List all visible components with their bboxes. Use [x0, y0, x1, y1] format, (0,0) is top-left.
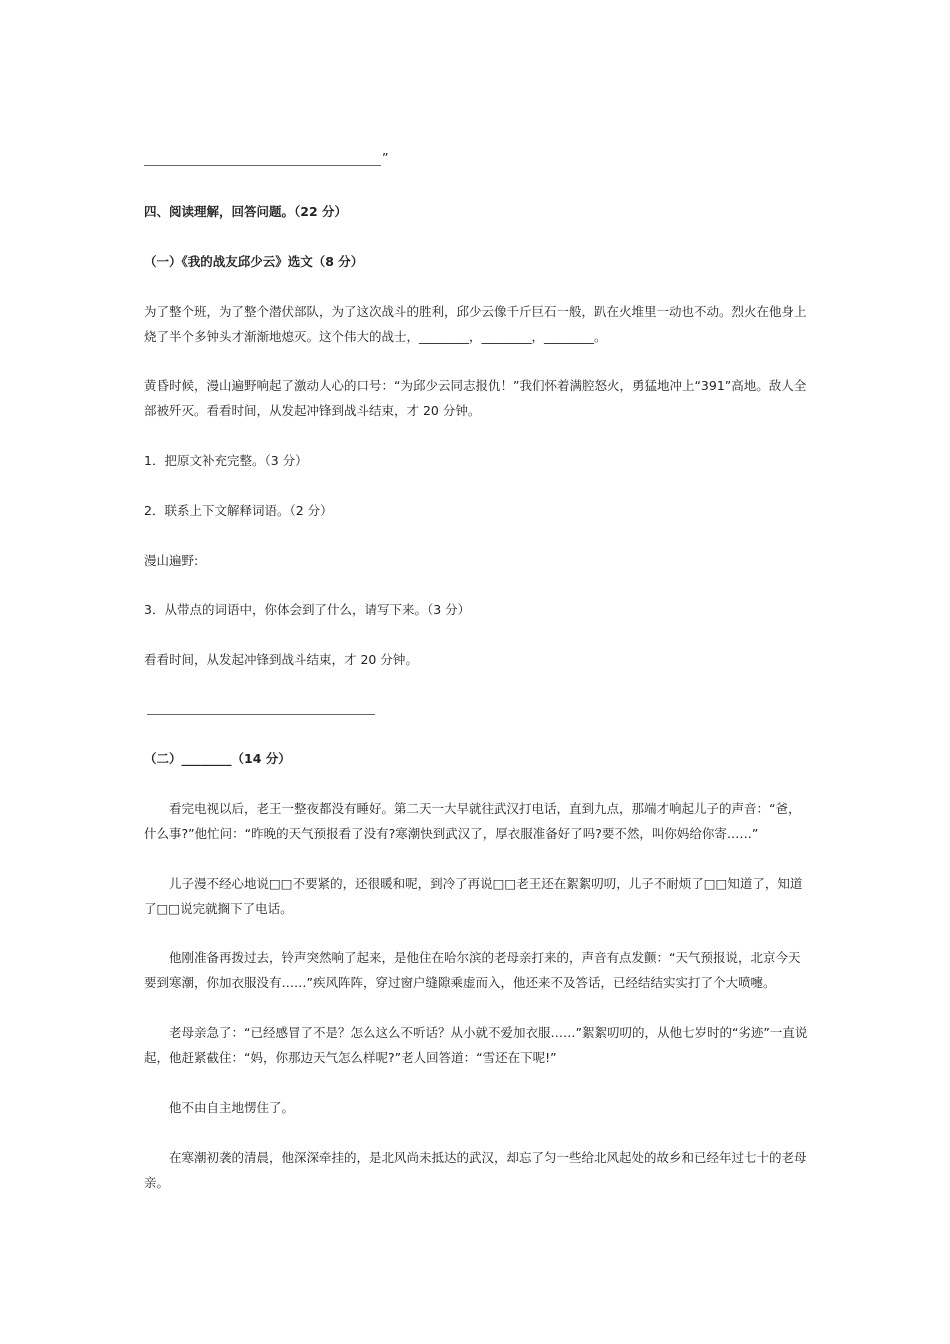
part-1-paragraph-1: 为了整个班，为了整个潜伏部队，为了这次战斗的胜利，邱少云像千斤巨石一般，趴在火堆里一动也不动。烈火在他身上烧了半个多钟头才渐渐地熄灭。这个伟大的战士，________，________，________。 — [144, 304, 807, 344]
part-1-title: （一）《我的战友邱少云》选文（8 分） — [144, 254, 364, 269]
closing-quote-mark: ” — [382, 150, 389, 165]
part-1-paragraph-2: 黄昏时候，漫山遍野响起了激动人心的口号：“为邱少云同志报仇！”我们怀着满腔怒火，勇猛地冲上“391”高地。敌人全部被歼灭。看看时间，从发起冲锋到战斗结束，才 20 分钟。 — [144, 378, 807, 418]
answer-line — [144, 165, 381, 166]
story-paragraph-1: 看完电视以后，老王一整夜都没有睡好。第二天一大早就往武汉打电话，直到九点，那端才响起儿子的声音：“爸，什么事?”他忙问：“昨晚的天气预报看了没有?寒潮快到武汉了，厚衣服准备好了吗?要不然，叫你妈给你寄……” — [144, 801, 801, 841]
story-paragraph-6: 在寒潮初袭的清晨，他深深牵挂的，是北风尚未抵达的武汉，却忘了匀一些给北风起处的故乡和已经年过七十的老母亲。 — [144, 1150, 807, 1190]
question-3: 3．从带点的词语中，你体会到了什么，请写下来。（3 分） — [144, 602, 471, 617]
story-paragraph-3: 他刚准备再拨过去，铃声突然响了起来，是他住在哈尔滨的老母亲打来的，声音有点发颤：“天气预报说，北京今天要到寒潮，你加衣服没有……”疾风阵阵，穿过窗户缝隙乘虚而入，他还来不及答话，已经结结实实打了个大喷嚏。 — [144, 950, 801, 990]
question-2-word: 漫山遍野: — [144, 553, 199, 568]
answer-line — [147, 714, 375, 715]
story-paragraph-2: 儿子漫不经心地说□□不要紧的，还很暖和呢，到冷了再说□□老王还在絮絮叨叨，儿子不耐烦了□□知道了，知道了□□说完就搁下了电话。 — [144, 876, 803, 916]
story-paragraph-5: 他不由自主地愣住了。 — [169, 1100, 295, 1115]
question-2: 2．联系上下文解释词语。（2 分） — [144, 503, 333, 518]
story-paragraph-4: 老母亲急了：“已经感冒了不是？怎么这么不听话？从小就不爱加衣服……”絮絮叨叨的，从他七岁时的“劣迹”一直说起，他赶紧截住：“妈，你那边天气怎么样呢?”老人回答道：“雪还在下呢!” — [144, 1025, 808, 1065]
question-3-sentence: 看看时间，从发起冲锋到战斗结束，才 20 分钟。 — [144, 652, 418, 667]
question-1: 1．把原文补充完整。（3 分） — [144, 453, 308, 468]
part-2-title: （二）________（14 分） — [144, 751, 291, 766]
section-4-title: 四、阅读理解，回答问题。（22 分） — [144, 204, 347, 219]
